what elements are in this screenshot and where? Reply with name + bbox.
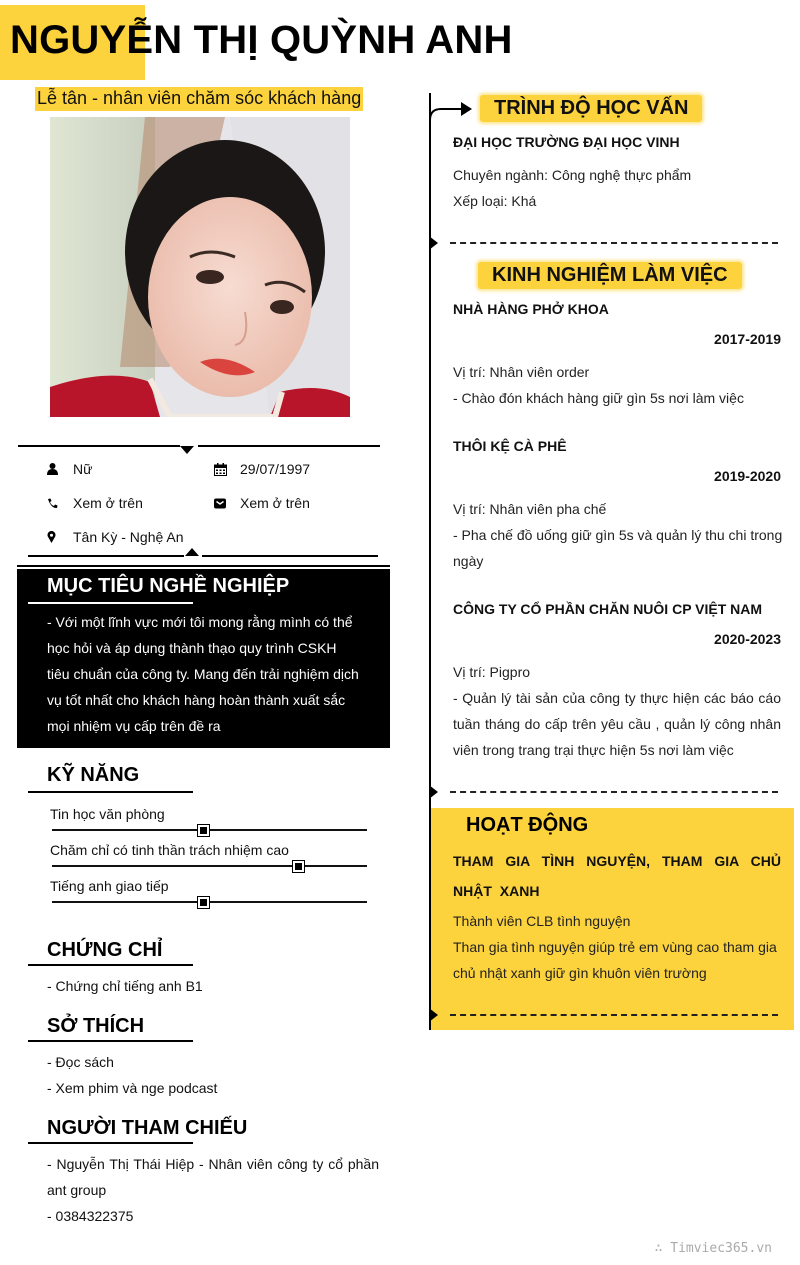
experience-description: - Chào đón khách hàng giữ gìn 5s nơi làm việc [453,390,744,406]
info-divider-top-left [18,445,180,447]
envelope-icon [214,498,240,509]
info-divider-top-right [198,445,380,447]
certificates-title: CHỨNG CHỈ [47,939,163,961]
activity-name: THAM GIA TÌNH NGUYỆN, THAM GIA CHỦ NHẬT XANH [453,853,781,899]
candidate-name: NGUYỄN THỊ QUỲNH ANH [10,18,513,62]
experience-position: Vị trí: Pigpro [453,664,531,680]
objective-section [17,569,390,748]
info-divider-outer [17,565,390,567]
calendar-icon [214,463,240,476]
phone-icon [47,498,73,509]
references-title: NGƯỜI THAM CHIẾU [47,1117,248,1139]
skill-bar [52,901,367,903]
skill-bar [52,829,367,831]
skills-underline [28,791,193,793]
activities-title: HOẠT ĐỘNG [466,814,589,836]
email-value: Xem ở trên [240,495,310,511]
activity-description: Than gia tình nguyện giúp trẻ em vùng cao tham gia chủ nhật xanh giữ gìn khuôn viên trường [453,939,777,981]
certificate-item: - Chứng chỉ tiếng anh B1 [47,978,203,994]
experience-years: 2017-2019 [714,331,781,347]
objective-underline [28,602,193,604]
education-title: TRÌNH ĐỘ HỌC VẤN [480,95,702,122]
address-item [47,529,184,545]
gender-item [47,461,92,477]
address-value: Tân Kỳ - Nghệ An [73,529,184,545]
skills-title: KỸ NĂNG [47,764,140,786]
section-divider [450,791,778,793]
skill-bar [52,865,367,867]
hobbies-title: SỞ THÍCH [47,1015,145,1037]
objective-title: MỤC TIÊU NGHỀ NGHIỆP [47,575,290,597]
experience-company: THÔI KỆ CÀ PHÊ [453,438,567,454]
triangle-down-icon [180,446,194,454]
objective-text: - Với một lĩnh vực mới tôi mong rằng mình có thể học hỏi và áp dụng thành thạo quy trình CSKH tiêu chuẩn của công ty. Mang đến trải nghiệm dịch vụ tốt nhất cho khách hàng hoàn thành xuất sắc mọi nhiệm vụ cấp trên đề ra [47,614,359,734]
phone-value: Xem ở trên [73,495,143,511]
hobby-item: - Xem phim và nge podcast [47,1080,218,1096]
hobbies-underline [28,1040,193,1042]
user-icon [47,463,73,475]
timeline-line [429,93,431,1030]
skill-label: Tin học văn phòng [50,806,165,822]
skill-level-knob [198,825,209,836]
reference-item: - 0384322375 [47,1208,134,1224]
watermark: ∴ Timviec365.vn [654,1241,772,1256]
certificates-underline [28,964,193,966]
education-grade: Xếp loại: Khá [453,193,537,209]
skill-level-knob [198,897,209,908]
experience-company: CÔNG TY CỔ PHẦN CHĂN NUÔI CP VIỆT NAM [453,601,763,617]
experience-title: KINH NGHIỆM LÀM VIỆC [478,262,742,289]
references-underline [28,1142,193,1144]
experience-position: Vị trí: Nhân viên order [453,364,590,380]
job-title: Lễ tân - nhân viên chăm sóc khách hàng [35,87,363,111]
experience-position: Vị trí: Nhân viên pha chế [453,501,607,517]
experience-company: NHÀ HÀNG PHỞ KHOA [453,301,609,317]
profile-photo [50,117,350,417]
skill-label: Tiếng anh giao tiếp [50,878,169,894]
triangle-up-icon [185,548,199,556]
birthday-item [214,461,310,477]
skill-level-knob [293,861,304,872]
experience-years: 2020-2023 [714,631,781,647]
gender-value: Nữ [73,461,93,477]
section-divider [450,242,778,244]
map-marker-icon [47,531,73,543]
timeline-marker-icon [429,785,438,799]
birthday-value: 29/07/1997 [240,461,311,477]
phone-item [47,495,143,511]
experience-description: - Pha chế đồ uống giữ gìn 5s và quản lý thu chi trong ngày [453,527,783,569]
info-divider-bottom-left [28,555,184,557]
hobby-item: - Đọc sách [47,1054,114,1070]
email-item [214,495,310,511]
reference-item: - Nguyễn Thị Thái Hiệp - Nhân viên công ty cổ phần ant group [47,1156,379,1198]
info-divider-bottom-right [202,555,378,557]
education-major: Chuyên ngành: Công nghệ thực phẩm [453,167,692,183]
experience-description: - Quản lý tài sản của công ty thực hiện các báo cáo tuần tháng do cấp trên yêu cầu , quản lý công nhân viên trong trang trại thực hiện 5s nơi làm việc [453,690,781,758]
experience-years: 2019-2020 [714,468,781,484]
activity-role: Thành viên CLB tình nguyện [453,913,631,929]
timeline-marker-icon [429,236,438,250]
skill-label: Chăm chỉ có tinh thần trách nhiệm cao [50,842,289,858]
timeline-marker-icon [429,1008,438,1022]
arrow-right-icon [429,98,474,123]
section-divider [450,1014,778,1016]
education-school: ĐẠI HỌC TRƯỜNG ĐẠI HỌC VINH [453,134,680,150]
